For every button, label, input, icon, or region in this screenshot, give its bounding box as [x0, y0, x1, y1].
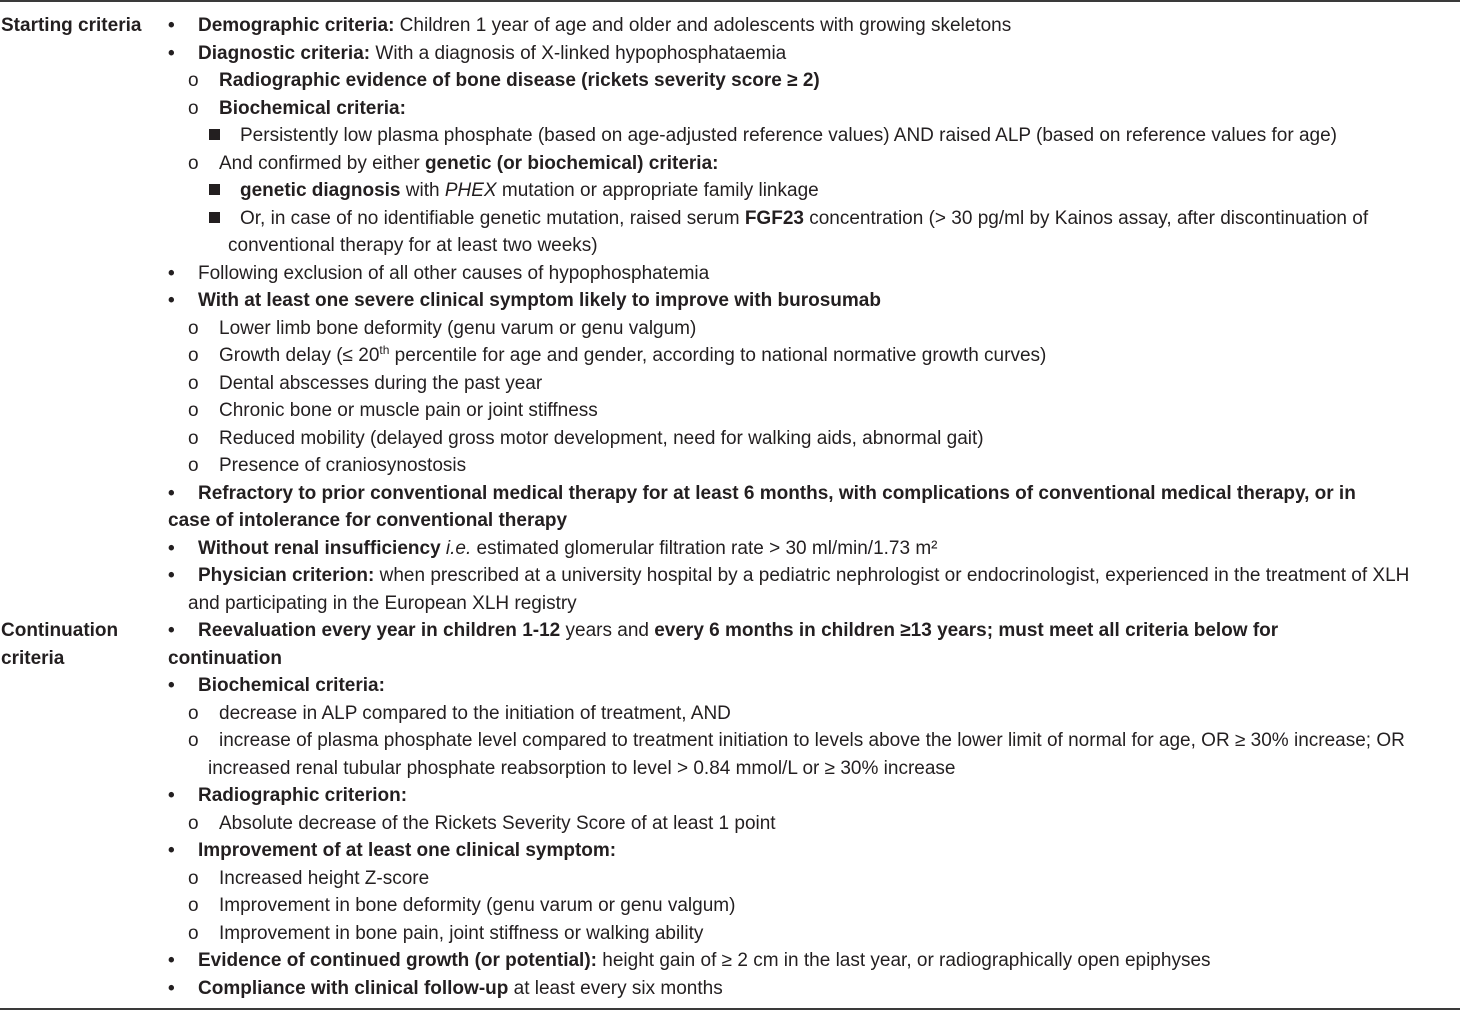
symptom-item-growth-delay: o Growth delay (≤ 20th percentile for age and gender, according to national normative growth curves): [188, 342, 1046, 370]
diagnostic-criteria-item: • Diagnostic criteria: With a diagnosis of X-linked hypophosphataemia: [168, 40, 786, 68]
table-top-rule: [0, 0, 1460, 2]
continuation-criteria-label: Continuation criteria: [1, 620, 119, 669]
bullet-icon: •: [168, 840, 175, 861]
bullet-icon: •: [168, 785, 175, 806]
reevaluation-item: • Reevaluation every year in children 1-12 years and every 6 months in children ≥13 years; must meet all criteria below for: [168, 617, 1278, 645]
circle-bullet-icon: o: [188, 867, 199, 889]
table-bottom-rule: [0, 1008, 1460, 1010]
circle-bullet-icon: o: [188, 895, 199, 916]
circle-bullet-icon: o: [188, 372, 199, 394]
refractory-item-continued: case of intolerance for conventional therapy: [168, 510, 568, 531]
confirmed-criteria-heading: o And confirmed by either genetic (or biochemical) criteria:: [188, 150, 718, 178]
bullet-icon: •: [168, 15, 175, 36]
physician-criterion-continued: and participating in the European XLH registry: [188, 592, 577, 614]
radiographic-criterion-heading: • Radiographic criterion:: [168, 782, 407, 810]
symptom-item: o Dental abscesses during the past year: [188, 370, 542, 398]
bullet-icon: •: [168, 565, 175, 586]
circle-bullet-icon: o: [188, 317, 199, 339]
continued-growth-item: • Evidence of continued growth (or potential): height gain of ≥ 2 cm in the last year, or radiographically open epiphyses: [168, 947, 1211, 975]
circle-bullet-icon: o: [188, 922, 199, 944]
genetic-diagnosis-item: genetic diagnosis with PHEX mutation or appropriate family linkage: [209, 177, 819, 205]
bullet-icon: •: [168, 537, 175, 559]
demographic-criteria-item: • Demographic criteria: Children 1 year of age and older and adolescents with growing skeletons: [168, 12, 1011, 40]
exclusion-item: • Following exclusion of all other causes of hypophosphatemia: [168, 260, 709, 288]
rickets-score-item: o Absolute decrease of the Rickets Severity Score of at least 1 point: [188, 810, 776, 838]
circle-bullet-icon: o: [188, 427, 199, 449]
fgf23-item-continued: conventional therapy for at least two weeks): [228, 235, 598, 256]
phosphate-increase-item-continued: increased renal tubular phosphate reabsorption to level > 0.84 mmol/L or ≥ 30% increase: [208, 757, 956, 779]
circle-bullet-icon: o: [188, 455, 199, 476]
symptom-item: o Lower limb bone deformity (genu varum or genu valgum): [188, 315, 696, 343]
alp-decrease-item: o decrease in ALP compared to the initiation of treatment, AND: [188, 700, 731, 728]
renal-insufficiency-item: • Without renal insufficiency i.e. estimated glomerular filtration rate > 30 ml/min/1.73 m²: [168, 535, 938, 563]
biochemical-criteria-heading: o Biochemical criteria:: [188, 95, 406, 123]
symptom-item: o Chronic bone or muscle pain or joint stiffness: [188, 397, 598, 425]
symptom-item: o Presence of craniosynostosis: [188, 452, 466, 480]
circle-bullet-icon: o: [188, 97, 199, 119]
phosphate-increase-item: o increase of plasma phosphate level compared to treatment initiation to levels above the lower limit of normal for age, OR ≥ 30% increase; OR: [188, 727, 1405, 755]
bullet-icon: •: [168, 675, 175, 696]
improvement-item: o Improvement in bone pain, joint stiffness or walking ability: [188, 920, 703, 948]
compliance-item: • Compliance with clinical follow-up at least every six months: [168, 975, 723, 1003]
refractory-item: • Refractory to prior conventional medical therapy for at least 6 months, with complications of conventional medical therapy, or in: [168, 480, 1356, 508]
bullet-icon: •: [168, 950, 175, 971]
continuation-biochemical-heading: • Biochemical criteria:: [168, 672, 385, 700]
bullet-icon: •: [168, 262, 175, 284]
reevaluation-item-continued: continuation: [168, 647, 282, 669]
circle-bullet-icon: o: [188, 730, 199, 751]
circle-bullet-icon: o: [188, 400, 199, 421]
radiographic-evidence-item: o Radiographic evidence of bone disease (rickets severity score ≥ 2): [188, 67, 820, 95]
circle-bullet-icon: o: [188, 70, 199, 91]
physician-criterion-item: • Physician criterion: when prescribed at a university hospital by a pediatric nephrologist or endocrinologist, experienced in the treatment of XLH: [168, 562, 1409, 590]
bullet-icon: •: [168, 620, 175, 641]
low-phosphate-item: Persistently low plasma phosphate (based on age-adjusted reference values) AND raised ALP (based on reference values for age): [209, 122, 1337, 150]
bullet-icon: •: [168, 977, 175, 999]
circle-bullet-icon: o: [188, 152, 199, 174]
fgf23-item: Or, in case of no identifiable genetic mutation, raised serum FGF23 concentration (> 30 pg/ml by Kainos assay, after discontinuation of: [209, 205, 1368, 233]
improvement-heading: • Improvement of at least one clinical symptom:: [168, 837, 616, 865]
bullet-icon: •: [168, 42, 175, 64]
bullet-icon: •: [168, 290, 175, 311]
square-bullet-icon: [209, 205, 240, 233]
square-bullet-icon: [209, 177, 240, 205]
severe-symptom-heading: • With at least one severe clinical symptom likely to improve with burosumab: [168, 287, 881, 315]
symptom-item: o Reduced mobility (delayed gross motor development, need for walking aids, abnormal gait): [188, 425, 984, 453]
improvement-item: o Increased height Z-score: [188, 865, 429, 893]
circle-bullet-icon: o: [188, 345, 199, 366]
improvement-item: o Improvement in bone deformity (genu varum or genu valgum): [188, 892, 735, 920]
circle-bullet-icon: o: [188, 702, 199, 724]
bullet-icon: •: [168, 482, 175, 504]
circle-bullet-icon: o: [188, 812, 199, 834]
square-bullet-icon: [209, 122, 240, 150]
starting-criteria-label: Starting criteria: [1, 15, 142, 36]
